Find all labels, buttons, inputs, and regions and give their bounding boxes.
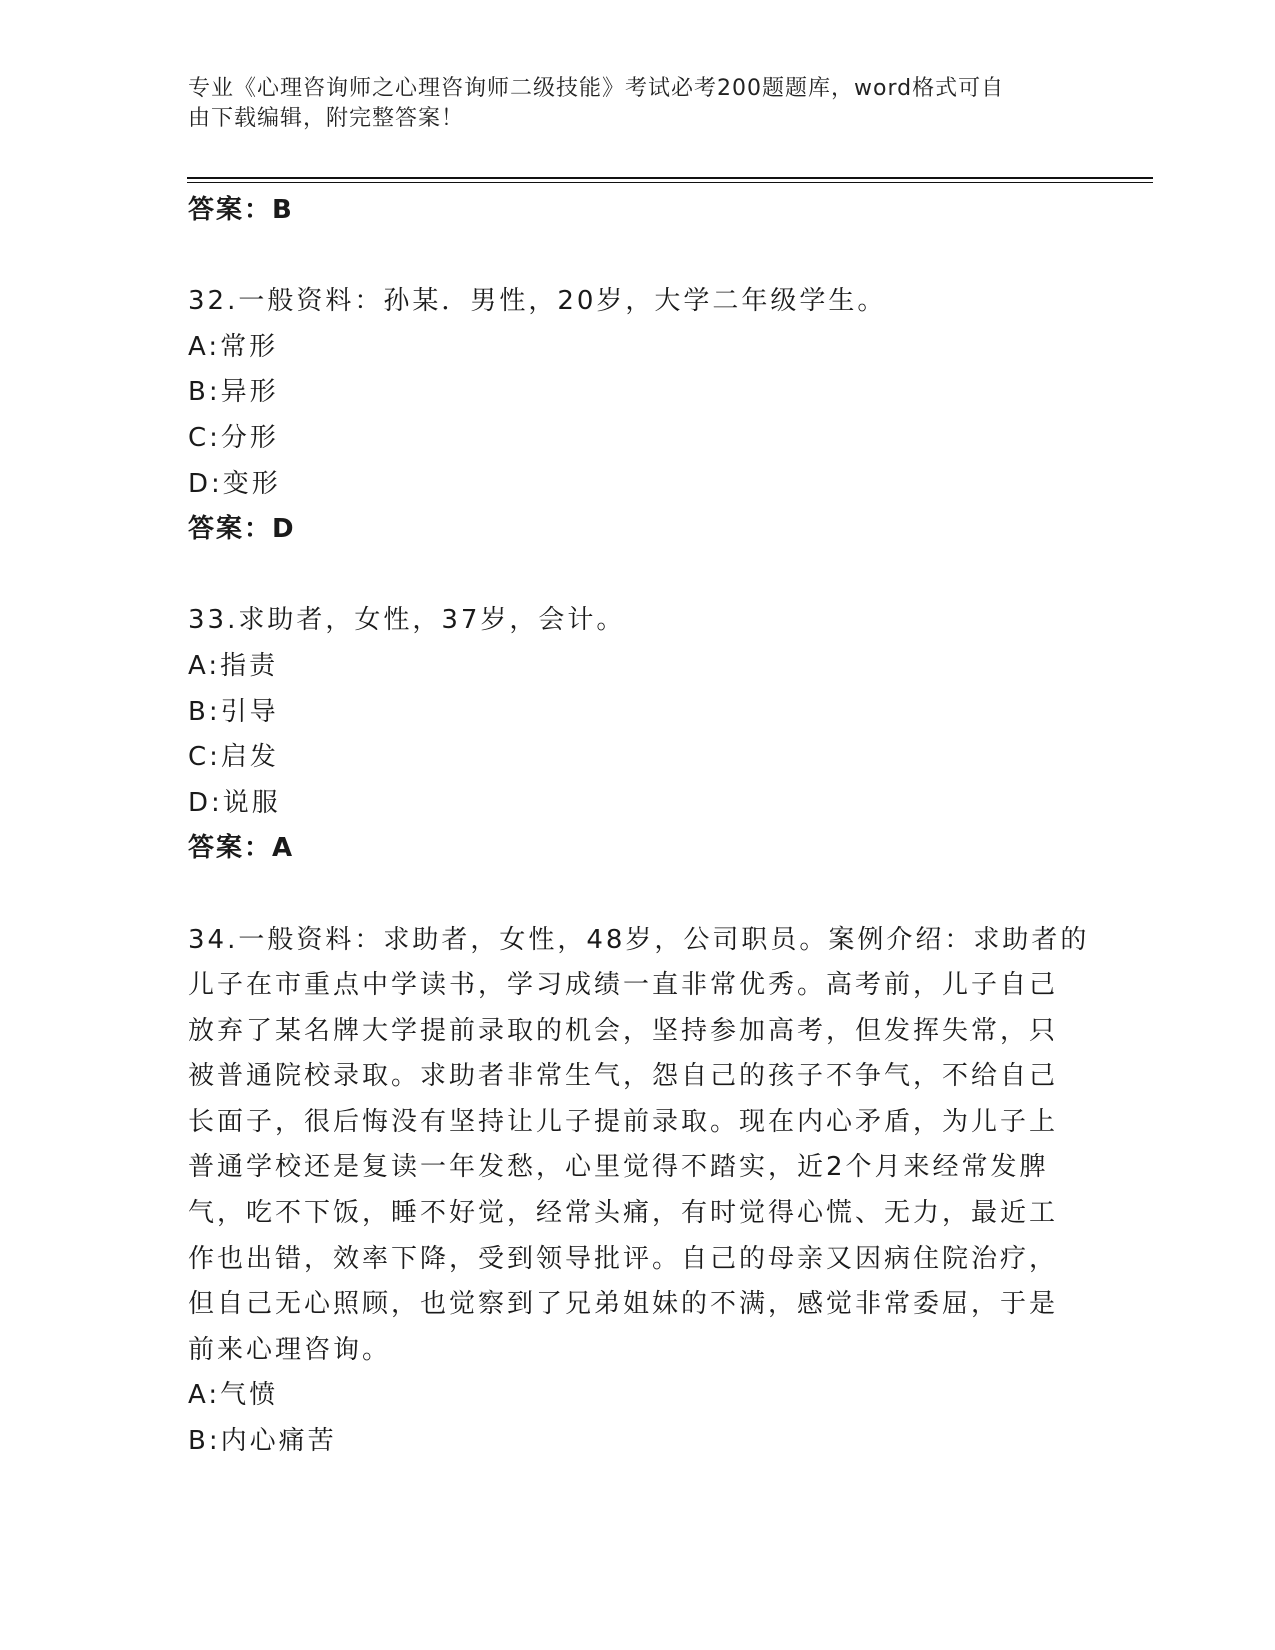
- question-32-option-a: A:常形: [188, 331, 279, 362]
- question-33-answer: 答案：A: [188, 833, 295, 864]
- question-34-stem-line-1: 34.一般资料：求助者，女性，48岁，公司职员。案例介绍：求助者的: [188, 924, 1090, 955]
- question-34-stem-line-3: 放弃了某名牌大学提前录取的机会，坚持参加高考，但发挥失常，只: [188, 1015, 1059, 1046]
- question-34-stem-line-7: 气，吃不下饭，睡不好觉，经常头痛，有时觉得心慌、无力，最近工: [188, 1198, 1059, 1229]
- question-34-stem-line-10: 前来心理咨询。: [188, 1334, 392, 1365]
- question-34-stem-line-4: 被普通院校录取。求助者非常生气，怨自己的孩子不争气，不给自己: [188, 1061, 1059, 1092]
- question-32-answer: 答案：D: [188, 514, 296, 545]
- question-32: [188, 279, 1088, 553]
- question-34-stem-line-6: 普通学校还是复读一年发愁，心里觉得不踏实，近2个月来经常发脾: [188, 1152, 1049, 1183]
- answer-previous: 答案：B: [188, 195, 294, 225]
- question-32-option-d: D:变形: [188, 468, 281, 499]
- question-33-option-c: C:启发: [188, 742, 279, 773]
- question-34-stem-line-2: 儿子在市重点中学读书，学习成绩一直非常优秀。高考前，儿子自己: [188, 970, 1059, 1001]
- question-34-stem-line-9: 但自己无心照顾，也觉察到了兄弟姐妹的不满，感觉非常委屈，于是: [188, 1289, 1059, 1320]
- header-rule-thin: [187, 182, 1153, 183]
- spacer: [188, 872, 1088, 918]
- question-34-stem-line-8: 作也出错，效率下降，受到领导批评。自己的母亲又因病住院治疗，: [188, 1243, 1059, 1274]
- header-line-1: 专业《心理咨询师之心理咨询师二级技能》考试必考200题题库，word格式可自: [188, 76, 1005, 101]
- question-34-option-a: A:气愤: [188, 1380, 279, 1411]
- question-34-option-b: B:内心痛苦: [188, 1426, 337, 1457]
- spacer: [188, 234, 1088, 280]
- question-33-option-b: B:引导: [188, 696, 279, 727]
- header-rule-thick: [187, 177, 1153, 179]
- question-32-stem: 32.一般资料：孙某．男性，20岁，大学二年级学生。: [188, 286, 887, 317]
- question-34-stem-line-5: 长面子，很后悔没有坚持让儿子提前录取。现在内心矛盾，为儿子上: [188, 1106, 1059, 1137]
- question-32-option-c: C:分形: [188, 422, 279, 453]
- document-body: [188, 188, 1088, 1465]
- question-32-option-b: B:异形: [188, 377, 279, 408]
- question-33-option-d: D:说服: [188, 787, 281, 818]
- header-line-2: 由下载编辑，附完整答案！: [188, 106, 465, 131]
- question-34: [188, 918, 1088, 1465]
- question-33: [188, 598, 1088, 872]
- question-33-option-a: A:指责: [188, 650, 279, 681]
- question-33-stem: 33.求助者，女性，37岁，会计。: [188, 605, 626, 636]
- document-header: [188, 74, 1068, 134]
- spacer: [188, 553, 1088, 599]
